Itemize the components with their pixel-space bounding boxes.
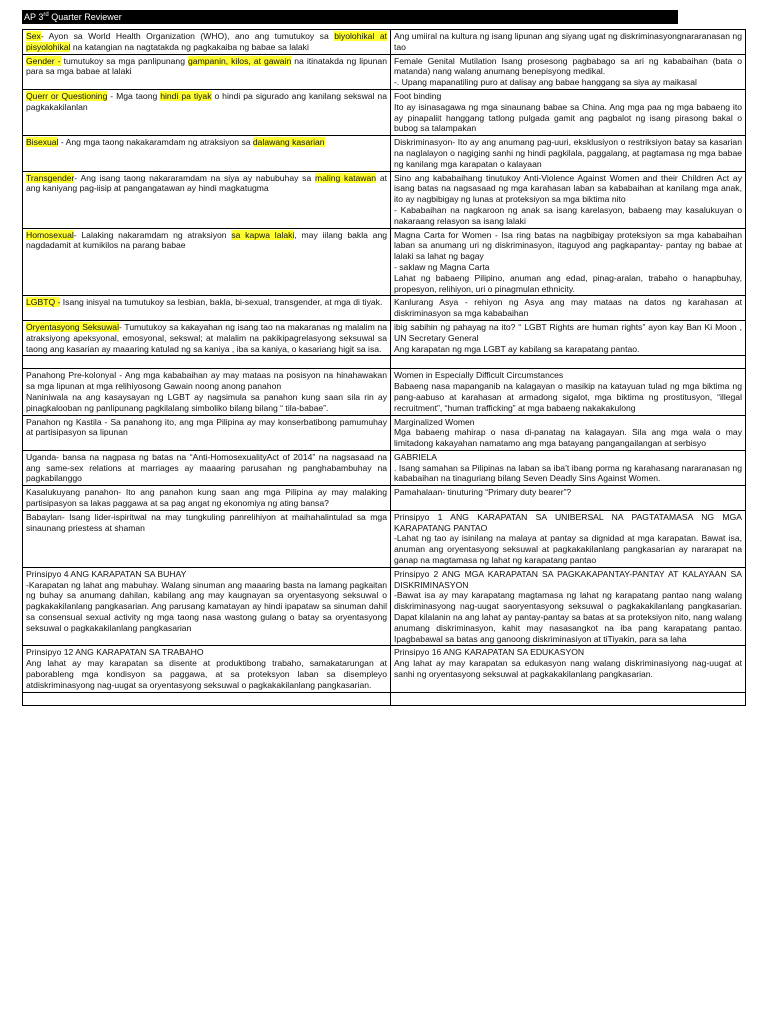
- cell-heading-line: Foot binding: [394, 90, 442, 101]
- empty-cell: [23, 356, 391, 369]
- cell-text-line: Babaeng nasa mapanganib na kalagayan o masikip na katayuan tulad ng mga biktima ng pang-aabuso at karahasan at armadong sigalot, mga biktima ng prostitusyon, “illegal recruitment”, “human trafficking” at mga babaeng nakakakulong: [394, 381, 742, 413]
- table-row: [23, 320, 746, 355]
- cell-text-line: - saklaw ng Magna Carta: [394, 261, 490, 272]
- highlighted-term: dalawang kasarian: [252, 137, 325, 148]
- highlighted-term: hindi pa tiyak: [160, 90, 212, 101]
- definition-text: - Mga taong: [107, 90, 161, 101]
- right-cell: [391, 567, 746, 646]
- table-row: [23, 54, 746, 89]
- cell-heading-line: Babaylan- Isang lider-ispiritwal na may tungkuling panrelihiyon at maihahalintulad sa mga sinaunang priestess at shaman: [26, 511, 387, 533]
- left-cell: [23, 567, 391, 646]
- left-cell: [23, 369, 391, 415]
- left-cell: [23, 450, 391, 485]
- left-cell: [23, 296, 391, 321]
- right-cell: [391, 89, 746, 135]
- highlighted-term: Transgender: [26, 172, 75, 183]
- cell-text-line: . Isang samahan sa Pilipinas na laban sa iba’t ibang porma ng karahasang nararanasan ng kababaihan na tinaguriang bilang Seven Deadly Sins Against Women.: [394, 462, 742, 484]
- definition-text: o hindi pa sigurado ang kanilang sekswal na pagkakakilanlan: [26, 90, 387, 112]
- right-cell: [391, 136, 746, 171]
- definition-text: - Ang isang taong nakararamdam na siya ay nabubuhay sa: [74, 172, 315, 183]
- highlighted-term: Bisexual: [26, 137, 59, 148]
- cell-heading-line: Panahong Pre-kolonyal - Ang mga kababaihan ay may mataas na posisyon na hinahawakan sa mga lipunan at mga relihiyosong Gawain noong anong panahon: [26, 370, 387, 392]
- left-cell: [23, 486, 391, 511]
- definition-text: , may iilang bakla ang nagdadamit at kumikilos na parang babae: [26, 229, 387, 251]
- left-cell: [23, 171, 391, 228]
- cell-heading-line: Pamahalaan- tinuturing “Primary duty bearer”?: [394, 487, 572, 498]
- highlighted-term: Homosexual: [26, 229, 74, 240]
- highlighted-term: LGBTQ -: [26, 297, 61, 308]
- table-row: [23, 510, 746, 567]
- right-cell: [391, 369, 746, 415]
- left-cell: [23, 228, 391, 296]
- cell-heading-line: GABRIELA: [394, 451, 437, 462]
- left-cell: [23, 54, 391, 89]
- highlighted-term: sa kapwa lalaki: [231, 229, 295, 240]
- definition-text: - Ang mga taong nakakaramdam ng atraksiyon sa: [58, 137, 253, 148]
- table-row: [23, 136, 746, 171]
- left-cell: [23, 89, 391, 135]
- left-cell: [23, 30, 391, 55]
- spacer-row: [23, 356, 746, 369]
- empty-cell: [391, 356, 746, 369]
- left-cell: [23, 320, 391, 355]
- highlighted-term: biyolohikal at pisyolohikal: [26, 31, 387, 52]
- highlighted-term: Sex: [26, 31, 41, 41]
- definition-text: na katangian na nagtatakda ng pagkakaiba ng babae sa lalaki: [70, 41, 309, 52]
- reviewer-table: [22, 29, 746, 706]
- table-row: [23, 567, 746, 646]
- left-cell: [23, 646, 391, 692]
- right-cell: [391, 296, 746, 321]
- right-cell: [391, 510, 746, 567]
- right-cell: [391, 486, 746, 511]
- cell-text-line: -Bawat isa ay may karapatang magtamasa ng lahat ng karapatang pantao nang walang diskriminasyong nag-uugat saoryentasyong seksuwal o pagkakakilanlang pangkasarian. Dapat kilalanin na ang lahat ay pantay-pantay sa batas at sa proteksiyon nito, nang walang anumang diskriminasyon, kahit may nasasangkot na iba pang karapatang pantao. Ipagbabawal sa batas ang ganoong diskriminasiyon at tiTiyakin, para sa laha: [394, 590, 742, 644]
- table-row: [23, 646, 746, 692]
- left-cell: [23, 510, 391, 567]
- right-cell: [391, 646, 746, 692]
- left-cell: [23, 415, 391, 450]
- cell-text-line: Naniniwala na ang kasaysayan ng LGBT ay nagsimula sa panahon kung saan sila rin ay pinagkalooban ng panlipunang pagkilalang simboliko bilang bilang “ tila-babae”.: [26, 391, 387, 413]
- right-cell: [391, 54, 746, 89]
- table-row: [23, 450, 746, 485]
- definition-text: - Lalaking nakaramdam ng atraksiyon: [73, 229, 232, 240]
- cell-heading-line: Ang umiiral na kultura ng isang lipunan ang siyang ugat ng diskriminasyongnararanasan ng tao: [394, 31, 742, 52]
- cell-heading-line: Kanlurang Asya - rehiyon ng Asya ang may mataas na datos ng karahasan at diskriminasyon sa mga kababaihan: [394, 297, 742, 319]
- cell-heading-line: Prinsipyo 4 ANG KARAPATAN SA BUHAY: [26, 568, 187, 579]
- definition-text: - Ayon sa World Health Organization (WHO), ano ang tumutukoy sa: [40, 31, 335, 41]
- table-row: [23, 415, 746, 450]
- cell-heading-line: ibig sabihin ng pahayag na ito? “ LGBT Rights are human rights” ayon kay Ban Ki Moon , UN Secretary General: [394, 321, 742, 343]
- cell-text-line: Mga babaeng mahirap o nasa di-panatag na kalagayan. Sila ang mga wala o may limitadong kakayahan namatamo ang mga batayang pangangailangan at serbisyo: [394, 427, 742, 449]
- cell-heading-line: Marginalized Women: [394, 416, 475, 427]
- definition-text: at ang kaniyang pag-iisip at pangangatawan ay hindi magkatugma: [26, 172, 387, 194]
- table-row: [23, 171, 746, 228]
- cell-text-line: -Lahat ng tao ay isinilang na malaya at pantay sa dignidad at mga karapatan. Bawat isa, anuman ang oryentasyong seksuwal at pagkakakilanlang pangkasarian ay nararapat na ganap na magtamasa ng lahat ng karapatang pantao: [394, 533, 742, 566]
- document-title: [22, 10, 678, 24]
- cell-heading-line: Female Genital Mutilation Isang prosesong pagbabago sa ari ng kababaihan (bata o matanda) nang walang anumang benepisyong medikal.: [394, 55, 742, 77]
- cell-heading-line: Women in Especially Difficult Circumstances: [394, 370, 564, 381]
- left-cell: [23, 136, 391, 171]
- cell-text-line: - Kababaihan na nagkaroon ng anak sa isang karelasyon, babaeng may kasalukuyan o nakaraang relasyon sa isang lalaki: [394, 204, 742, 226]
- table-row: [23, 228, 746, 296]
- cell-heading-line: Panahon ng Kastila - Sa panahong ito, ang mga Pilipina ay may konserbatibong pamumuhay at partisipasyon sa lipunan: [26, 416, 387, 438]
- cell-heading-line: Diskriminasyon- Ito ay ang anumang pag-uuri, eksklusiyon o restriksiyon batay sa kasarian na naglalayon o nagiging sanhi ng hindi pagkilala, paggalang, at pagtamasa ng mga babae ng kanilang mga karapatan o kalayaan: [394, 137, 742, 169]
- right-cell: [391, 30, 746, 55]
- right-cell: [391, 450, 746, 485]
- table-row: [23, 486, 746, 511]
- highlighted-term: Querr or Questioning: [26, 90, 108, 101]
- cell-text-line: Ang lahat ay may karapatan sa disente at produktibong trabaho, samakatarungan at paborableng mga kondisyon sa paggawa, at sa proteksyon laban sa disempleyo atdiskriminasyong nag-uugat sa oryentasyong seksuwal o pagkakakilanlang pangkasarian.: [26, 658, 387, 690]
- definition-text: - Tumutukoy sa kakayahan ng isang tao na makaranas ng malalim na atraksiyong apeksyonal, emosyonal, sekswal; at malalim na pakikipagrelasyong seksuwal sa taong ang kasarian ay maaaring katulad ng sa kaniya , iba sa kaniya, o kasariang higit sa isa.: [26, 321, 387, 354]
- table-row: [23, 369, 746, 415]
- cell-text-line: -. Upang mapanatiling puro at dalisay ang babae hanggang sa siya ay maikasal: [394, 77, 697, 88]
- definition-text: Isang inisyal na tumutukoy sa lesbian, bakla, bi-sexual, transgender, at mga di tiyak.: [60, 297, 383, 308]
- cell-text-line: Ito ay isinasagawa ng mga sinaunang babae sa China. Ang mga paa ng mga babaeng ito ay pinapaliit hanggang tatlong pulgada gamit ang pagbalot ng isang pirasong bakal o bubog sa talampakan: [394, 101, 742, 134]
- table-row: [23, 89, 746, 135]
- title-suffix: Quarter Reviewer: [48, 12, 122, 22]
- cell-heading-line: Sino ang kababaihang tinutukoy Anti-Violence Against Women and their Children Act ay isang batas na nagsasaad ng mga karahasan laban sa kababaihan at kanilang mga anak, ito ay nagbibigay ng lunas at proteksiyon sa mga biktima nito: [394, 172, 742, 205]
- highlighted-term: maling katawan: [314, 172, 377, 183]
- cell-text-line: Ang karapatan ng mga LGBT ay kabilang sa karapatang pantao.: [394, 343, 640, 354]
- highlighted-term: Gender -: [26, 55, 61, 66]
- highlighted-term: Oryentasyong Seksuwal: [26, 321, 119, 332]
- spacer-row: [23, 692, 746, 705]
- highlighted-term: gampanin, kilos, at gawain: [188, 55, 292, 66]
- empty-cell: [391, 692, 746, 705]
- right-cell: [391, 320, 746, 355]
- table-row: [23, 30, 746, 55]
- cell-text-line: -Karapatan ng lahat ang mabuhay. Walang sinuman ang maaaring basta na lamang pagkaitan ng buhay sa anumang dahilan, kabilang ang may kaugnayan sa oryentasyong seksuwal o pagkakakilanlang pangkasarian. Ang parusang kamatayan ay hindi ipapataw sa sinuman dahil sa consensual sexual activity ng mga taong nasa wastong gulang o batay sa oryentasyong seksuwal o pagkakakilanlang pangkasarian: [26, 579, 387, 633]
- cell-heading-line: Prinsipyo 12 ANG KARAPATAN SA TRABAHO: [26, 647, 204, 658]
- definition-text: na itinatakda ng lipunan para sa mga babae at lalaki: [26, 55, 387, 77]
- right-cell: [391, 415, 746, 450]
- title-prefix: AP 3: [24, 12, 44, 22]
- definition-text: tumutukoy sa mga panlipunang: [60, 55, 189, 66]
- empty-cell: [23, 692, 391, 705]
- cell-text-line: Ang lahat ay may karapatan sa edukasyon nang walang diskriminasiyong nag-uugat at sanhi ng oryentasyong seksuwal at pagkakakilanlang pangkasarian.: [394, 658, 742, 680]
- reviewer-table-body: [23, 30, 746, 706]
- cell-heading-line: Prinsipyo 1 ANG KARAPATAN SA UNIBERSAL NA PAGTATAMASA NG MGA KARAPATANG PANTAO: [394, 511, 742, 533]
- cell-heading-line: Prinsipyo 2 ANG MGA KARAPATAN SA PAGKAKAPANTAY-PANTAY AT KALAYAAN SA DISKRIMINASYON: [394, 568, 742, 590]
- cell-heading-line: Uganda- bansa na nagpasa ng batas na “Anti-HomosexualityAct of 2014” na nagsasaad na ang same-sex relations at marriages ay maaaring parusahan ng panghabambuhay na pagkabilanggo: [26, 451, 387, 484]
- cell-heading-line: Prinsipyo 16 ANG KARAPATAN SA EDUKASYON: [394, 647, 585, 658]
- title-superscript: rd: [43, 12, 49, 18]
- cell-text-line: Lahat ng babaeng Pilipino, anuman ang edad, pinag-aralan, trabaho o hanapbuhay, propesyon, relihiyon, uri o pinagmulan ethnicity.: [394, 272, 742, 294]
- cell-heading-line: Magna Carta for Women - Isa ring batas na nagbibigay proteksiyon sa mga kababaihan laban sa anumang uri ng diskriminasyon, itaguyod ang pagkapantay- pantay ng babae at lalaki sa lahat ng bagay: [394, 229, 742, 262]
- table-row: [23, 296, 746, 321]
- right-cell: [391, 228, 746, 296]
- right-cell: [391, 171, 746, 228]
- cell-heading-line: Kasalukuyang panahon- Ito ang panahon kung saan ang mga Pilipina ay may malaking partisipasyon sa lakas paggawa at sa pag angat ng ekonomiya ng ating bansa?: [26, 487, 387, 509]
